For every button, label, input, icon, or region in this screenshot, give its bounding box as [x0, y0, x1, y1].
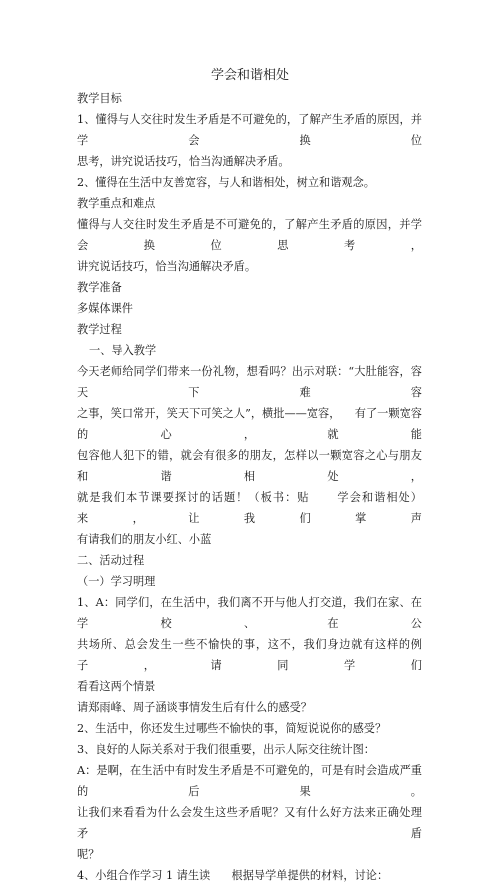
text-line: 讲究说话技巧，恰当沟通解决矛盾。: [77, 260, 257, 273]
text-line: 包容他人犯下的错，就会有很多的朋友，怎样以一颗宽容之心与朋友和谐相处，: [77, 449, 422, 483]
subsection-heading: （一）学习明理: [77, 575, 156, 588]
section-heading: 教学准备: [77, 281, 122, 294]
text-line: A：是啊，在生活中有时发生矛盾是不可避免的，可是有时会造成严重的后果。: [77, 764, 422, 798]
text-line: 3、良好的人际关系对于我们很重要，出示人际交往统计图：: [77, 743, 375, 756]
text-line: 让我们来看看为什么会发生这些矛盾呢？又有什么好方法来正确处理矛盾: [77, 806, 422, 840]
text-line: 4、小组合作学习 1 请生读 根据导学单提供的材料，讨论：: [77, 869, 389, 882]
text-line: 就是我们本节课要探讨的话题！（板书：贴 学会和谐相处） 来，让我们掌声: [77, 491, 437, 525]
text-line: 思考，讲究说话技巧，恰当沟通解决矛盾。: [77, 155, 290, 168]
text-line: 有请我们的朋友小红、小蓝: [77, 533, 212, 546]
text-line: 懂得与人交往时发生矛盾是不可避免的，了解产生矛盾的原因，并学会换位思考，: [77, 218, 422, 252]
text-line: 多媒体课件: [77, 302, 133, 315]
text-line: 呢？: [77, 848, 100, 861]
subsection-heading: 一、导入教学: [89, 344, 157, 357]
text-line: 1、A：同学们，在生活中，我们离不开与他人打交道，我们在家、在学校、在公: [77, 596, 422, 630]
section-heading: 二、活动过程: [77, 554, 145, 567]
text-line: 看看这两个情景: [77, 680, 156, 693]
section-heading: 教学重点和难点: [77, 197, 156, 210]
section-heading: 教学过程: [77, 323, 122, 336]
text-line: 2、懂得在生活中友善宽容，与人和谐相处，树立和谐观念。: [77, 176, 375, 189]
text-line: 1、懂得与人交往时发生矛盾是不可避免的，了解产生矛盾的原因，并学会换位: [77, 113, 422, 147]
document-title: 学会和谐相处: [210, 68, 289, 83]
section-heading: 教学目标: [77, 92, 122, 105]
text-line: 今天老师给同学们带来一份礼物，想看吗？出示对联：“大肚能容，容天下难容: [77, 365, 422, 399]
text-line: 共场所、总会发生一些不愉快的事，这不，我们身边就有这样的例子，请同学们: [77, 638, 422, 672]
document-body: [77, 88, 437, 886]
text-line: 2、生活中，你还发生过哪些不愉快的事，简短说说你的感受？: [77, 722, 387, 735]
text-line: 请郑雨峰、周子涵谈事情发生后有什么的感受？: [77, 701, 312, 714]
text-line: 之事，笑口常开，笑天下可笑之人”，横批——宽容， 有了一颗宽容的心，就能: [77, 407, 422, 441]
